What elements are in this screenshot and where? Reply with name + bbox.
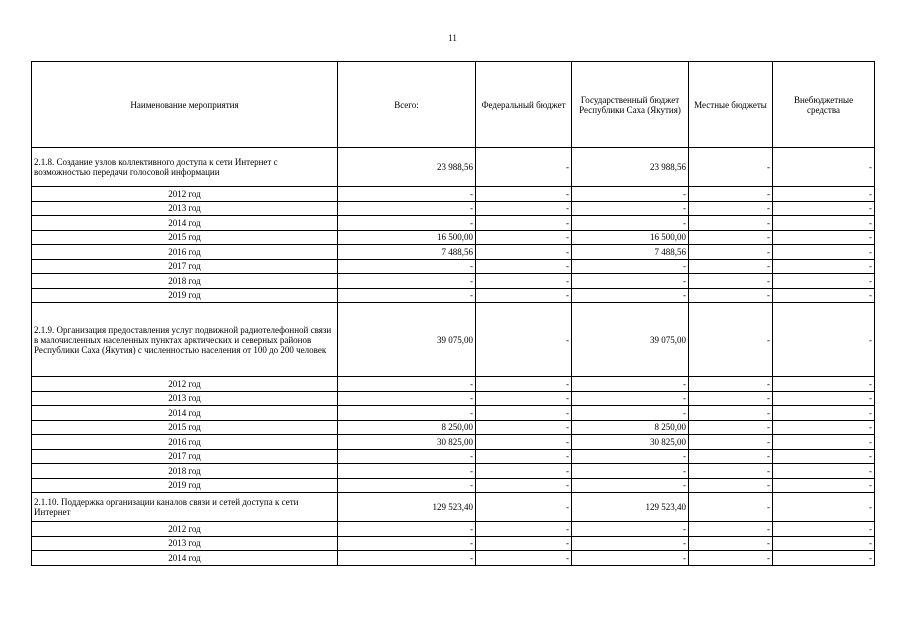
year-row bbox=[32, 551, 875, 566]
year-label: 2013 год bbox=[32, 201, 338, 216]
page-number: 11 bbox=[448, 33, 457, 43]
year-row bbox=[32, 201, 875, 216]
year-state-cell: - bbox=[572, 377, 689, 392]
activity-local-cell: - bbox=[689, 493, 773, 522]
year-state-cell: - bbox=[572, 464, 689, 479]
year-label: 2014 год bbox=[32, 551, 338, 566]
year-local-cell: - bbox=[689, 464, 773, 479]
year-federal-cell: - bbox=[476, 201, 572, 216]
year-row bbox=[32, 288, 875, 303]
header-state: Государственный бюджет Республики Саха (Якутия) bbox=[572, 62, 689, 148]
year-label: 2012 год bbox=[32, 377, 338, 392]
year-extra-cell: - bbox=[773, 406, 875, 421]
year-total-cell: - bbox=[338, 187, 476, 202]
year-federal-cell: - bbox=[476, 464, 572, 479]
activity-federal-cell: - bbox=[476, 493, 572, 522]
year-total-cell: - bbox=[338, 288, 476, 303]
year-federal-cell: - bbox=[476, 420, 572, 435]
year-state-cell: - bbox=[572, 522, 689, 537]
activity-extra-cell: - bbox=[773, 303, 875, 377]
header-federal: Федеральный бюджет bbox=[476, 62, 572, 148]
year-label: 2013 год bbox=[32, 536, 338, 551]
year-extra-cell: - bbox=[773, 245, 875, 260]
year-extra-cell: - bbox=[773, 216, 875, 231]
year-local-cell: - bbox=[689, 377, 773, 392]
year-total-cell: 30 825,00 bbox=[338, 435, 476, 450]
year-state-cell: - bbox=[572, 187, 689, 202]
activity-total-cell: 23 988,56 bbox=[338, 148, 476, 187]
year-row bbox=[32, 259, 875, 274]
year-total-cell: - bbox=[338, 201, 476, 216]
activity-title: 2.1.10. Поддержка организации каналов связи и сетей доступа к сети Интернет bbox=[32, 493, 338, 522]
year-state-cell: - bbox=[572, 274, 689, 289]
year-state-cell: - bbox=[572, 216, 689, 231]
activity-federal-cell: - bbox=[476, 303, 572, 377]
year-extra-cell: - bbox=[773, 536, 875, 551]
year-federal-cell: - bbox=[476, 288, 572, 303]
year-extra-cell: - bbox=[773, 391, 875, 406]
year-total-cell: - bbox=[338, 391, 476, 406]
year-label: 2018 год bbox=[32, 464, 338, 479]
year-label: 2014 год bbox=[32, 406, 338, 421]
year-extra-cell: - bbox=[773, 435, 875, 450]
year-row bbox=[32, 245, 875, 260]
year-federal-cell: - bbox=[476, 245, 572, 260]
activity-title: 2.1.9. Организация предоставления услуг подвижной радиотелефонной связи в малочисленных населенных пунктах арктических и северных районов Республики Саха (Якутия) с численностью населения от 100 до 200 человек bbox=[32, 303, 338, 377]
year-extra-cell: - bbox=[773, 377, 875, 392]
year-federal-cell: - bbox=[476, 551, 572, 566]
year-extra-cell: - bbox=[773, 288, 875, 303]
year-federal-cell: - bbox=[476, 478, 572, 493]
year-state-cell: - bbox=[572, 478, 689, 493]
year-federal-cell: - bbox=[476, 536, 572, 551]
year-extra-cell: - bbox=[773, 464, 875, 479]
activity-title: 2.1.8. Создание узлов коллективного доступа к сети Интернет с возможностью передачи голосовой информации bbox=[32, 148, 338, 187]
year-label: 2018 год bbox=[32, 274, 338, 289]
year-federal-cell: - bbox=[476, 187, 572, 202]
year-total-cell: - bbox=[338, 478, 476, 493]
year-federal-cell: - bbox=[476, 449, 572, 464]
year-federal-cell: - bbox=[476, 216, 572, 231]
year-state-cell: - bbox=[572, 551, 689, 566]
activity-state-cell: 129 523,40 bbox=[572, 493, 689, 522]
activity-extra-cell: - bbox=[773, 493, 875, 522]
year-state-cell: - bbox=[572, 288, 689, 303]
year-row bbox=[32, 391, 875, 406]
year-label: 2015 год bbox=[32, 230, 338, 245]
year-local-cell: - bbox=[689, 449, 773, 464]
table-body bbox=[32, 148, 875, 566]
header-total: Всего: bbox=[338, 62, 476, 148]
year-row bbox=[32, 478, 875, 493]
year-row bbox=[32, 435, 875, 450]
year-extra-cell: - bbox=[773, 449, 875, 464]
year-local-cell: - bbox=[689, 551, 773, 566]
year-local-cell: - bbox=[689, 187, 773, 202]
year-row bbox=[32, 230, 875, 245]
year-row bbox=[32, 274, 875, 289]
year-total-cell: - bbox=[338, 216, 476, 231]
year-total-cell: - bbox=[338, 259, 476, 274]
year-row bbox=[32, 187, 875, 202]
year-extra-cell: - bbox=[773, 478, 875, 493]
year-state-cell: 16 500,00 bbox=[572, 230, 689, 245]
year-local-cell: - bbox=[689, 478, 773, 493]
year-row bbox=[32, 522, 875, 537]
activity-local-cell: - bbox=[689, 148, 773, 187]
year-row bbox=[32, 464, 875, 479]
year-total-cell: - bbox=[338, 522, 476, 537]
activity-row bbox=[32, 303, 875, 377]
year-label: 2012 год bbox=[32, 522, 338, 537]
year-state-cell: 8 250,00 bbox=[572, 420, 689, 435]
header-extra: Внебюджетные средства bbox=[773, 62, 875, 148]
year-federal-cell: - bbox=[476, 230, 572, 245]
year-extra-cell: - bbox=[773, 187, 875, 202]
year-state-cell: - bbox=[572, 259, 689, 274]
year-label: 2013 год bbox=[32, 391, 338, 406]
year-state-cell: - bbox=[572, 406, 689, 421]
activity-total-cell: 39 075,00 bbox=[338, 303, 476, 377]
year-total-cell: - bbox=[338, 551, 476, 566]
year-extra-cell: - bbox=[773, 420, 875, 435]
year-total-cell: 16 500,00 bbox=[338, 230, 476, 245]
year-label: 2014 год bbox=[32, 216, 338, 231]
year-local-cell: - bbox=[689, 201, 773, 216]
year-label: 2017 год bbox=[32, 449, 338, 464]
year-state-cell: 30 825,00 bbox=[572, 435, 689, 450]
year-federal-cell: - bbox=[476, 274, 572, 289]
year-extra-cell: - bbox=[773, 201, 875, 216]
year-extra-cell: - bbox=[773, 259, 875, 274]
year-local-cell: - bbox=[689, 435, 773, 450]
year-label: 2015 год bbox=[32, 420, 338, 435]
year-row bbox=[32, 449, 875, 464]
year-federal-cell: - bbox=[476, 377, 572, 392]
header-local: Местные бюджеты bbox=[689, 62, 773, 148]
year-local-cell: - bbox=[689, 216, 773, 231]
activity-local-cell: - bbox=[689, 303, 773, 377]
header-name: Наименование мероприятия bbox=[32, 62, 338, 148]
year-local-cell: - bbox=[689, 406, 773, 421]
year-federal-cell: - bbox=[476, 259, 572, 274]
activity-extra-cell: - bbox=[773, 148, 875, 187]
year-extra-cell: - bbox=[773, 551, 875, 566]
year-federal-cell: - bbox=[476, 522, 572, 537]
year-label: 2012 год bbox=[32, 187, 338, 202]
year-total-cell: - bbox=[338, 406, 476, 421]
year-federal-cell: - bbox=[476, 391, 572, 406]
year-extra-cell: - bbox=[773, 230, 875, 245]
year-total-cell: - bbox=[338, 536, 476, 551]
year-state-cell: - bbox=[572, 536, 689, 551]
year-local-cell: - bbox=[689, 536, 773, 551]
year-row bbox=[32, 216, 875, 231]
year-extra-cell: - bbox=[773, 274, 875, 289]
year-federal-cell: - bbox=[476, 435, 572, 450]
year-total-cell: 8 250,00 bbox=[338, 420, 476, 435]
year-state-cell: - bbox=[572, 449, 689, 464]
year-local-cell: - bbox=[689, 230, 773, 245]
year-extra-cell: - bbox=[773, 522, 875, 537]
year-total-cell: - bbox=[338, 274, 476, 289]
year-row bbox=[32, 377, 875, 392]
year-local-cell: - bbox=[689, 274, 773, 289]
year-local-cell: - bbox=[689, 245, 773, 260]
year-label: 2016 год bbox=[32, 435, 338, 450]
year-row bbox=[32, 406, 875, 421]
year-label: 2019 год bbox=[32, 288, 338, 303]
year-label: 2017 год bbox=[32, 259, 338, 274]
activity-federal-cell: - bbox=[476, 148, 572, 187]
year-total-cell: 7 488,56 bbox=[338, 245, 476, 260]
activity-total-cell: 129 523,40 bbox=[338, 493, 476, 522]
year-state-cell: - bbox=[572, 391, 689, 406]
year-local-cell: - bbox=[689, 420, 773, 435]
year-total-cell: - bbox=[338, 377, 476, 392]
year-label: 2019 год bbox=[32, 478, 338, 493]
year-row bbox=[32, 536, 875, 551]
header-row bbox=[32, 62, 875, 148]
year-local-cell: - bbox=[689, 259, 773, 274]
year-local-cell: - bbox=[689, 522, 773, 537]
budget-table bbox=[31, 61, 875, 566]
year-local-cell: - bbox=[689, 288, 773, 303]
year-local-cell: - bbox=[689, 391, 773, 406]
year-state-cell: - bbox=[572, 201, 689, 216]
year-total-cell: - bbox=[338, 464, 476, 479]
year-label: 2016 год bbox=[32, 245, 338, 260]
activity-row bbox=[32, 493, 875, 522]
year-row bbox=[32, 420, 875, 435]
year-state-cell: 7 488,56 bbox=[572, 245, 689, 260]
activity-state-cell: 23 988,56 bbox=[572, 148, 689, 187]
year-total-cell: - bbox=[338, 449, 476, 464]
activity-row bbox=[32, 148, 875, 187]
activity-state-cell: 39 075,00 bbox=[572, 303, 689, 377]
year-federal-cell: - bbox=[476, 406, 572, 421]
